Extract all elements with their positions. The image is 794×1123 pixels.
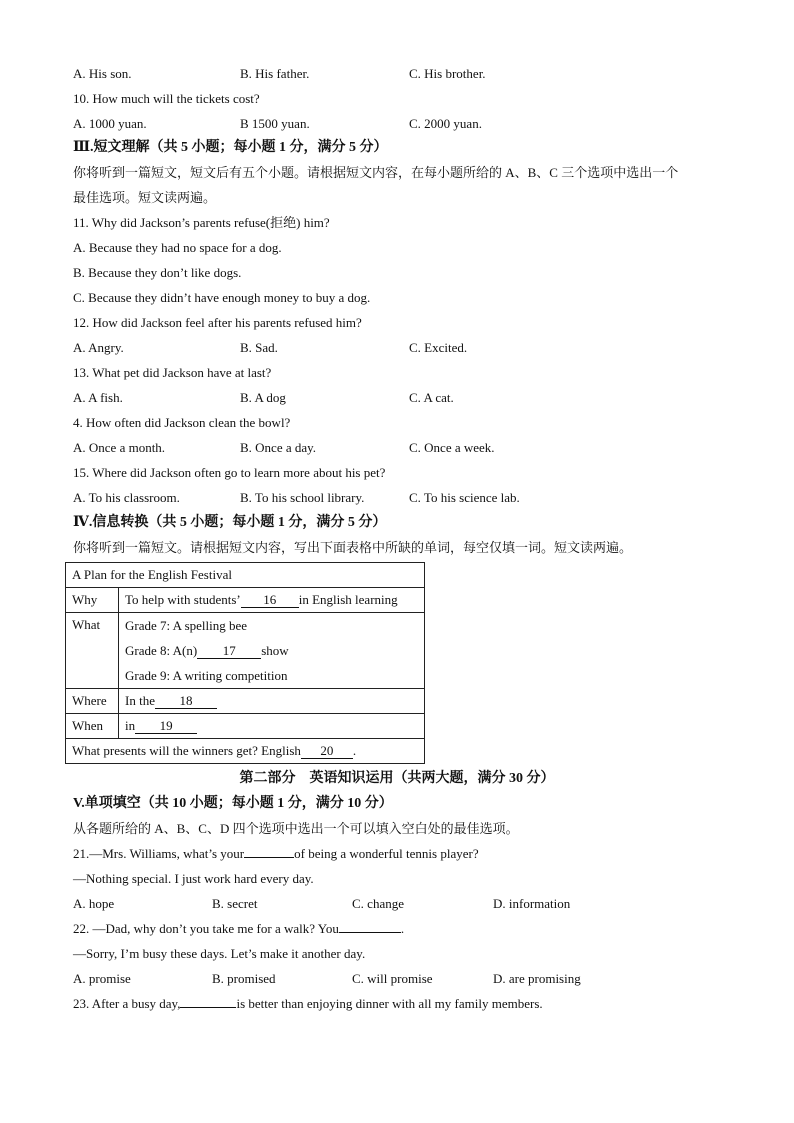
where-cell — [119, 689, 425, 714]
q15-option-a: A. To his classroom. — [73, 490, 180, 505]
section3-instruction-line1: 你将听到一篇短文，短文后有五个小题。请根据短文内容，在每小题所给的 A、B、C 三个选项中选出一个 — [73, 165, 679, 180]
q21-option-c: C. change — [352, 896, 404, 911]
q11-option-a: A. Because they had no space for a dog. — [73, 240, 282, 255]
q21-question — [73, 846, 479, 862]
section4-heading: Ⅳ.信息转换（共 5 小题；每小题 1 分，满分 5 分） — [73, 515, 387, 530]
q13-option-b: B. A dog — [240, 390, 286, 405]
table-row — [66, 588, 425, 613]
table-row — [66, 563, 425, 588]
q10-question: 10. How much will the tickets cost? — [73, 91, 260, 106]
q21-option-b: B. secret — [212, 896, 258, 911]
q15-option-b: B. To his school library. — [240, 490, 365, 505]
when-label: When — [66, 714, 119, 739]
q13-question: 13. What pet did Jackson have at last? — [73, 365, 272, 380]
q21-blank[interactable] — [244, 857, 294, 858]
what-label: What — [66, 613, 119, 689]
table-row — [66, 689, 425, 714]
q14-option-c: C. Once a week. — [409, 440, 495, 455]
q21-reply: —Nothing special. I just work hard every day. — [73, 871, 314, 886]
section5-heading: V.单项填空（共 10 小题；每小题 1 分，满分 10 分） — [73, 796, 393, 811]
q23-question — [73, 996, 543, 1012]
q11-question: 11. Why did Jackson’s parents refuse(拒绝) him? — [73, 215, 330, 230]
q12-option-b: B. Sad. — [240, 340, 278, 355]
section3-heading: Ⅲ.短文理解（共 5 小题；每小题 1 分，满分 5 分） — [73, 140, 388, 155]
why-label: Why — [66, 588, 119, 613]
q22-text: 22. —Dad, why don’t you take me for a walk? You — [73, 921, 339, 936]
table-title-cell: A Plan for the English Festival — [66, 563, 425, 588]
q21-option-a: A. hope — [73, 896, 115, 911]
q23-text: 23. After a busy day, — [73, 996, 181, 1011]
q21-text-end: of being a wonderful tennis player? — [294, 846, 479, 861]
blank-17[interactable]: 17 — [197, 644, 261, 659]
presents-text: What presents will the winners get? English — [72, 743, 301, 758]
q23-blank[interactable] — [180, 1007, 236, 1008]
blank-20[interactable]: 20 — [301, 744, 353, 759]
q12-option-c: C. Excited. — [409, 340, 468, 355]
q14-question: 4. How often did Jackson clean the bowl? — [73, 415, 291, 430]
presents-text-end: . — [352, 743, 357, 758]
q14-option-a: A. Once a month. — [73, 440, 166, 455]
q22-option-d: D. are promising — [493, 971, 581, 986]
q11-option-c: C. Because they didn’t have enough money to buy a dog. — [73, 290, 371, 305]
when-cell — [119, 714, 425, 739]
table-row — [66, 739, 425, 764]
why-cell — [119, 588, 425, 613]
q14-option-b: B. Once a day. — [240, 440, 317, 455]
q10-option-a: A. 1000 yuan. — [73, 116, 147, 131]
presents-cell — [66, 739, 425, 764]
section4-instruction: 你将听到一篇短文。请根据短文内容，写出下面表格中所缺的单词，每空仅填一词。短文读两遍。 — [73, 540, 633, 555]
q22-blank[interactable] — [339, 932, 401, 933]
blank-16[interactable]: 16 — [241, 593, 299, 608]
when-text: in — [125, 718, 136, 733]
q10-option-b: B 1500 yuan. — [240, 116, 310, 131]
q21-option-d: D. information — [493, 896, 571, 911]
q9-option-a: A. His son. — [73, 66, 132, 81]
section3-instruction-line2: 最佳选项。短文读两遍。 — [73, 190, 217, 205]
q9-option-c: C. His brother. — [409, 66, 486, 81]
q13-option-c: C. A cat. — [409, 390, 454, 405]
q15-question: 15. Where did Jackson often go to learn more about his pet? — [73, 465, 386, 480]
q9-option-b: B. His father. — [240, 66, 310, 81]
q12-option-a: A. Angry. — [73, 340, 124, 355]
blank-19[interactable]: 19 — [135, 719, 197, 734]
q23-text-end: is better than enjoying dinner with all my family members. — [236, 996, 543, 1011]
what-grade8 — [125, 638, 418, 663]
table-row — [66, 714, 425, 739]
q13-option-a: A. A fish. — [73, 390, 123, 405]
grade8-text: Grade 8: A(n) — [125, 643, 198, 658]
q22-reply: —Sorry, I’m busy these days. Let’s make it another day. — [73, 946, 366, 961]
grade8-text-end: show — [261, 643, 289, 658]
q22-question — [73, 921, 404, 937]
q22-option-c: C. will promise — [352, 971, 433, 986]
q15-option-c: C. To his science lab. — [409, 490, 520, 505]
why-text-end: in English learning — [298, 592, 398, 607]
q21-text: 21.—Mrs. Williams, what’s your — [73, 846, 245, 861]
what-cell — [119, 613, 425, 689]
plan-table — [65, 562, 425, 764]
q22-option-b: B. promised — [212, 971, 276, 986]
q11-option-b: B. Because they don’t like dogs. — [73, 265, 242, 280]
part2-heading: 第二部分 英语知识运用（共两大题，满分 30 分） — [239, 771, 555, 786]
why-text: To help with students’ — [125, 592, 241, 607]
what-grade7: Grade 7: A spelling bee — [125, 618, 248, 633]
where-label: Where — [66, 689, 119, 714]
section5-instruction: 从各题所给的 A、B、C、D 四个选项中选出一个可以填入空白处的最佳选项。 — [73, 821, 519, 836]
q22-text-end: . — [400, 921, 405, 936]
q10-option-c: C. 2000 yuan. — [409, 116, 482, 131]
blank-18[interactable]: 18 — [155, 694, 217, 709]
what-grade9: Grade 9: A writing competition — [125, 668, 288, 683]
q22-option-a: A. promise — [73, 971, 131, 986]
where-text: In the — [125, 693, 155, 708]
q12-question: 12. How did Jackson feel after his parents refused him? — [73, 315, 362, 330]
table-row — [66, 613, 425, 689]
